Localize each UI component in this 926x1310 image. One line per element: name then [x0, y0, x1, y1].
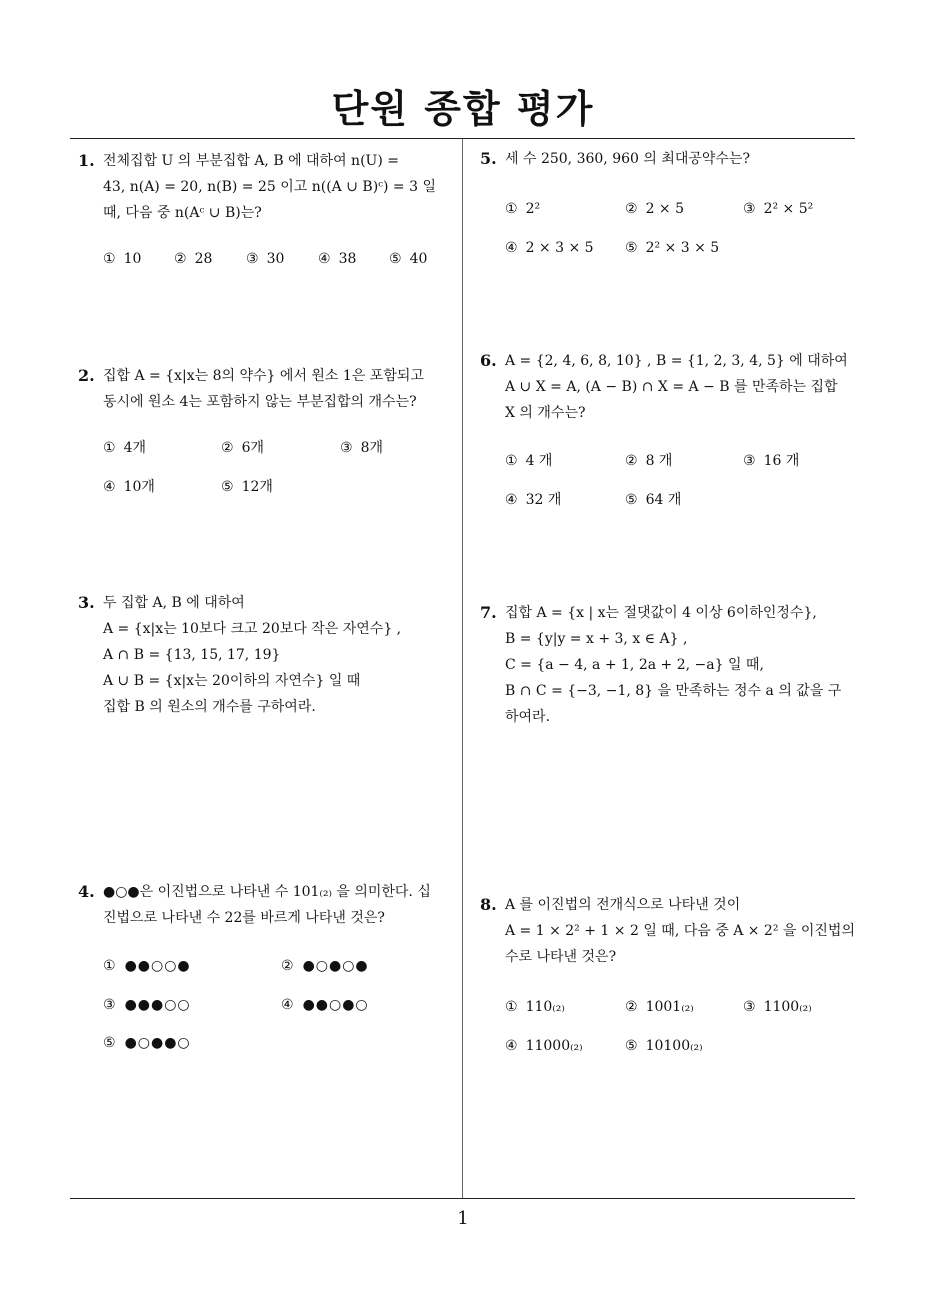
question-1 [78, 148, 456, 276]
choice-3[interactable]: ③ 8개 [340, 440, 383, 456]
question-3 [78, 590, 456, 720]
choice-2[interactable]: ② 1001₍₂₎ [625, 999, 694, 1015]
bottom-rule [70, 1198, 855, 1199]
question-text-line: A = {2, 4, 6, 8, 10} , B = {1, 2, 3, 4, 5} 에 대하여 [505, 353, 848, 369]
question-6 [480, 348, 860, 518]
choice-2[interactable]: ② 8 개 [625, 453, 673, 469]
page-title: 단원 종합 평가 [331, 87, 595, 131]
choice-2[interactable]: ② ●○●○● [281, 958, 369, 974]
choice-5[interactable]: ⑤ 10100₍₂₎ [625, 1038, 703, 1054]
choice-5[interactable]: ⑤ 2² × 3 × 5 [625, 240, 720, 256]
question-2 [78, 363, 456, 505]
question-text-line: 집합 A = {x|x는 8의 약수} 에서 원소 1은 포함되고 [103, 368, 424, 384]
question-number: 1. [78, 151, 95, 170]
question-text-line: A 를 이진법의 전개식으로 나타낸 것이 [505, 897, 741, 913]
question-text-line: A ∪ X = A, (A − B) ∩ X = A − B 를 만족하는 집합 [505, 379, 838, 395]
question-8 [480, 892, 860, 1064]
question-text-line: A ∩ B = {13, 15, 17, 19} [103, 647, 281, 663]
choice-3[interactable]: ③ 30 [246, 251, 285, 267]
question-text-line: B = {y|y = x + 3, x ∈ A} , [505, 631, 688, 647]
answer-choices [78, 953, 456, 1063]
choice-1[interactable]: ① 2² [505, 201, 541, 217]
choice-1[interactable]: ① 4 개 [505, 453, 553, 469]
question-text-line: 진법으로 나타낸 수 22를 바르게 나타낸 것은? [103, 910, 385, 926]
question-text-line: ●○●은 이진법으로 나타낸 수 101₍₂₎ 을 의미한다. 십 [103, 884, 431, 900]
answer-choices [480, 196, 860, 266]
choice-4[interactable]: ④ 10개 [103, 479, 155, 495]
question-text-line: 집합 B 의 원소의 개수를 구하여라. [103, 699, 316, 715]
choice-1[interactable]: ① 4개 [103, 440, 146, 456]
choice-5[interactable]: ⑤ 12개 [221, 479, 273, 495]
choice-4[interactable]: ④ ●●○●○ [281, 997, 369, 1013]
question-text-line: 때, 다음 중 n(Aᶜ ∪ B)는? [103, 205, 262, 221]
question-number: 6. [480, 351, 497, 370]
choice-2[interactable]: ② 6개 [221, 440, 264, 456]
choice-2[interactable]: ② 28 [174, 251, 213, 267]
question-4 [78, 879, 456, 1063]
choice-5[interactable]: ⑤ 40 [389, 251, 428, 267]
question-text-line: C = {a − 4, a + 1, 2a + 2, −a} 일 때, [505, 657, 764, 673]
question-text-line: A ∪ B = {x|x는 20이하의 자연수} 일 때 [103, 673, 361, 689]
choice-4[interactable]: ④ 38 [318, 251, 357, 267]
choice-3[interactable]: ③ ●●●○○ [103, 997, 191, 1013]
question-5 [480, 146, 860, 266]
question-text-line: 전체집합 U 의 부분집합 A, B 에 대하여 n(U) = [103, 153, 399, 169]
question-number: 3. [78, 593, 95, 612]
choice-5[interactable]: ⑤ 64 개 [625, 492, 682, 508]
question-number: 5. [480, 149, 497, 168]
question-text-line: 두 집합 A, B 에 대하여 [103, 595, 245, 611]
question-text-line: 하여라. [505, 709, 551, 725]
choice-4[interactable]: ④ 11000₍₂₎ [505, 1038, 583, 1054]
choice-3[interactable]: ③ 16 개 [743, 453, 800, 469]
answer-choices [480, 448, 860, 518]
question-text-line: 수로 나타낸 것은? [505, 949, 617, 965]
answer-choices [78, 246, 456, 276]
choice-3[interactable]: ③ 2² × 5² [743, 201, 814, 217]
choice-1[interactable]: ① 10 [103, 251, 142, 267]
choice-2[interactable]: ② 2 × 5 [625, 201, 685, 217]
choice-1[interactable]: ① 110₍₂₎ [505, 999, 565, 1015]
choice-1[interactable]: ① ●●○○● [103, 958, 191, 974]
question-text-line: 집합 A = {x | x는 절댓값이 4 이상 6이하인정수}, [505, 605, 817, 621]
column-divider [462, 139, 463, 1198]
question-number: 4. [78, 882, 95, 901]
question-text-line: X 의 개수는? [505, 405, 586, 421]
question-text-line: 동시에 원소 4는 포함하지 않는 부분집합의 개수는? [103, 394, 417, 410]
choice-5[interactable]: ⑤ ●○●●○ [103, 1035, 191, 1051]
question-text-line: 43, n(A) = 20, n(B) = 25 이고 n((A ∪ B)ᶜ) = 3 일 [103, 179, 436, 195]
choice-3[interactable]: ③ 1100₍₂₎ [743, 999, 812, 1015]
question-text-line: A = {x|x는 10보다 크고 20보다 작은 자연수} , [103, 621, 402, 637]
question-7 [480, 600, 860, 730]
choice-4[interactable]: ④ 32 개 [505, 492, 562, 508]
question-text-line: 세 수 250, 360, 960 의 최대공약수는? [505, 151, 750, 167]
choice-4[interactable]: ④ 2 × 3 × 5 [505, 240, 594, 256]
page-number: 1 [457, 1208, 469, 1229]
question-number: 8. [480, 895, 497, 914]
question-number: 7. [480, 603, 497, 622]
question-text-line: A = 1 × 2² + 1 × 2 일 때, 다음 중 A × 2² 을 이진법의 [505, 923, 855, 939]
answer-choices [480, 994, 860, 1064]
question-number: 2. [78, 366, 95, 385]
answer-choices [78, 435, 456, 505]
question-text-line: B ∩ C = {−3, −1, 8} 을 만족하는 정수 a 의 값을 구 [505, 683, 842, 699]
